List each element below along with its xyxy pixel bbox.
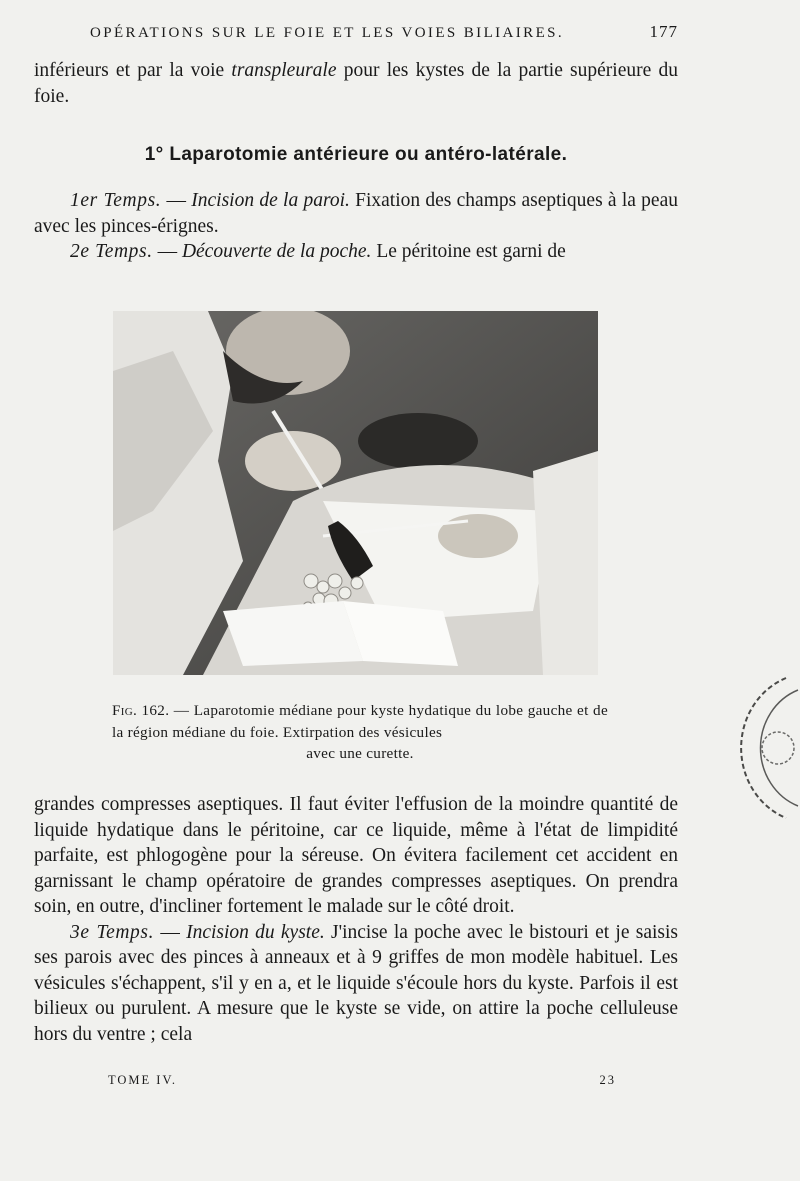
patient-head — [358, 413, 478, 469]
temps-dash: — — [154, 921, 187, 943]
figure-caption — [112, 700, 608, 765]
caption-text: — Laparotomie médiane pour kyste hydatique du lobe gauche et de la région médiane du foie. Extirpation des vésicules — [112, 702, 608, 741]
library-stamp — [716, 668, 800, 828]
temps-text: Le péritoine est garni de — [371, 241, 566, 262]
temps-dash: — — [152, 241, 182, 262]
temps-title: Découverte de la poche. — [181, 241, 372, 262]
temps-paragraph-1 — [34, 188, 678, 239]
temps-dash: — — [161, 190, 192, 211]
top-paragraph — [34, 58, 678, 109]
signature-mark: 23 — [599, 1073, 616, 1087]
top-paragraph-after: pour les kystes de la partie supérieure du foie. — [34, 60, 678, 107]
temps-text: Fixation des champs aseptiques à la peau avec les pinces-érignes. — [34, 190, 678, 237]
assistant-hand — [438, 514, 518, 558]
temps-text: J'incise la poche avec le bistouri et je saisis ses parois avec des pinces à anneaux et à 9 griffes de mon modèle habituel. Les vésicules s'échappent, s'il y en a, et le liquide s'écoule hors du kyste. Parfois il est bilieux ou purulent. A mesure que le kyste se vide, on attire la poche celluleuse hors du ventre ; cela — [34, 921, 679, 1045]
photograph-drawing — [113, 311, 598, 675]
page-number: 177 — [649, 22, 678, 41]
temps-title: Incision du kyste. — [186, 921, 325, 943]
third-temps-paragraph — [34, 920, 678, 1048]
running-head — [90, 22, 678, 42]
running-head-title: OPÉRATIONS SUR LE FOIE ET LES VOIES BILIAIRES. — [90, 25, 565, 41]
page-footer — [108, 1073, 616, 1088]
figure-label: Fig. 162. — [112, 702, 170, 719]
main-paragraph: grandes compresses aseptiques. Il faut éviter l'effusion de la moindre quantité de liquide hydatique dans le péritoine, car ce liquide, même à l'état de limpidité parfaite, est phlogogène pour la séreuse. On évitera facilement cet accident en garnissant le champ opératoire de grandes compresses aseptiques. On prendra soin, en outre, d'incliner fortement le malade sur le côté droit. — [34, 794, 678, 917]
surgery-photograph — [113, 311, 598, 675]
temps-label: 3e Temps. — [70, 921, 155, 943]
volume-label: TOME IV. — [108, 1073, 178, 1087]
caption-last-line: avec une curette. — [306, 745, 414, 762]
temps-label: 1er Temps. — [70, 190, 162, 211]
section-heading: 1° Laparotomie antérieure ou antéro-latérale. — [144, 144, 568, 165]
temps-list — [34, 188, 678, 265]
top-paragraph-before: inférieurs et par la voie — [34, 60, 232, 81]
temps-title: Incision de la paroi. — [191, 190, 350, 211]
compress-left — [223, 601, 363, 666]
top-paragraph-italic: transpleurale — [231, 60, 337, 81]
temps-paragraph-2 — [34, 239, 678, 265]
main-text — [34, 792, 678, 1047]
assistant-apron — [533, 451, 598, 675]
temps-label: 2e Temps. — [70, 241, 153, 262]
